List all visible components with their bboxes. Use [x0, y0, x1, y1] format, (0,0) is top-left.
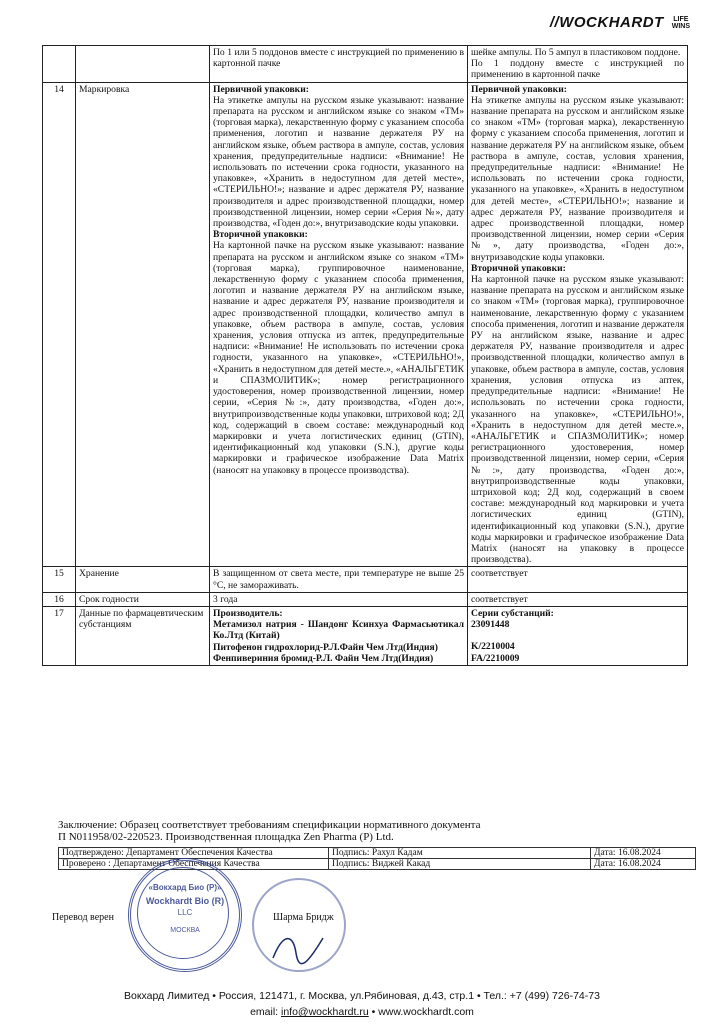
- signature-date: Дата: 16.08.2024: [591, 859, 696, 870]
- signature-name: Подпись: Виджей Какад: [329, 859, 591, 870]
- table-row-storage: [43, 567, 688, 592]
- row-number-cell: 14: [43, 82, 76, 567]
- row-name-cell: [76, 46, 210, 83]
- producer-3: Фенпивериния бромид-Р.Л. Файн Чем Лтд(Индия): [213, 652, 434, 664]
- producers-heading: Производитель:: [213, 607, 283, 619]
- requirement-cell: По 1 или 5 поддонов вместе с инструкцией по применению в картонной пачке: [210, 46, 468, 83]
- footer-email-label: email:: [250, 1006, 281, 1018]
- translation-verified-label: Перевод верен: [52, 912, 114, 923]
- actual-cell: соответствует: [468, 567, 688, 592]
- primary-pack-heading: Первичной упаковки:: [213, 83, 309, 95]
- seal-text-en: Wockhardt Bio (R): [145, 896, 225, 906]
- row-name-cell: Срок годности: [76, 592, 210, 606]
- conclusion-block: [58, 819, 480, 843]
- actual-cell: соответствует: [468, 592, 688, 606]
- series-spacer: [471, 630, 684, 641]
- producer-2: Питофенон гидрохлорид-Р.Л.Файн Чем Лтд(Индия): [213, 641, 438, 653]
- primary-pack-text: На этикетке ампулы на русском языке указывают: название препарата на русском и английском языке со знаком «ТМ» (торговая марка), лекарственную форму с указанием способа применения, логотип и название держателя РУ на английском языке, объем раствора в ампуле, состав, условия хранения, предупредительные надписи: «Внимание! Не использовать по истечении срока годности, указанного на упаковке», «Хранить в недоступном для детей месте», «СТЕРИЛЬНО!»; название и адрес держателя РУ, название производителя и адрес производственной площадки, номер производственной лицензии, номер серии «Серия №», дату производства, «Годен до:», внутризаводские коды упаковки.: [471, 94, 684, 263]
- requirement-cell: В защищенном от света месте, при температуре не выше 25 °С, не замораживать.: [210, 567, 468, 592]
- signature-row-confirmed: [59, 848, 696, 859]
- seal-text-city: МОСКВА: [170, 927, 200, 934]
- row-number-cell: 15: [43, 567, 76, 592]
- row-number-cell: [43, 46, 76, 83]
- company-seal-stamp: [128, 858, 242, 972]
- seal-inner-ring: [137, 867, 229, 959]
- secondary-pack-text: На картонной пачке на русском языке указывают: название препарата на русском и английском языке со знаком «ТМ» (торговая марка), группировочное наименование, лекарственную форму с указанием способа применения, логотип и название держателя РУ на английском языке, название и адрес держателя РУ, название производителя и адрес производственной площадки, количество ампул в упаковке, объем раствора в ампуле, состав, условия хранения, условия отпуска из аптек, предупредительные надписи: «Внимание! Не использовать по истечении срока годности, указанного на упаковке», «СТЕРИЛЬНО!», «Хранить в недоступном для детей месте.», «АНАЛЬГЕТИК и СПАЗМОЛИТИК»; номер регистрационного удостоверения, номер производственной лицензии, номер серии, «Серия №:», дату производства, «Годен до:», внутрипроизводственные коды упаковки, штриховой код; 2Д код, содержащий в своем составе: международный код маркировки и учета логистических единиц (GTIN), идентификационный код упаковки (S.N.), другие коды маркировки и графическое изображение Data Matrix (наносят на упаковку в процессе производства).: [471, 274, 684, 566]
- series-3: FA/2210009: [471, 652, 520, 664]
- primary-pack-heading: Первичной упаковки:: [471, 83, 567, 95]
- signature-name: Подпись: Рахул Кадам: [329, 848, 591, 859]
- actual-cell: [468, 82, 688, 567]
- footer-email-link[interactable]: info@wockhardt.ru: [281, 1006, 369, 1018]
- requirement-cell: [210, 606, 468, 665]
- logo-w-icon: //: [549, 14, 560, 31]
- logo-tagline-bottom: WINS: [671, 22, 690, 30]
- series-heading: Серии субстанций:: [471, 607, 554, 619]
- logo-wordmark: WOCKHARDT: [559, 14, 664, 31]
- footer-address: Вокхард Лимитед • Россия, 121471, г. Москва, ул.Рябиновая, д.43, стр.1 • Тел.: +7 (499) 726-74-73: [124, 990, 600, 1002]
- table-row-shelf-life: [43, 592, 688, 606]
- series-2: K/2210004: [471, 641, 515, 653]
- logo-tagline: [672, 16, 690, 30]
- table-row-labeling: [43, 82, 688, 567]
- secondary-pack-text: На картонной пачке на русском языке указывают: название препарата на русском и английском языке со знаком «ТМ» (торговая марка), группировочное наименование, лекарственную форму с указанием способа применения, логотип и название держателя РУ на английском языке, название и адрес держателя РУ, название производителя и адрес производственной площадки, количество ампул в упаковке, объем раствора в ампуле, состав, условия хранения, условия отпуска из аптек, предупредительные надписи: «Внимание! Не использовать по истечении срока годности, указанного на упаковке», «СТЕРИЛЬНО!», «Хранить в недоступном для детей месте.», «АНАЛЬГЕТИК и СПАЗМОЛИТИК»; номер регистрационного удостоверения, номер производственной лицензии, номер серии, «Серия №:», дату производства, «Годен до:», внутрипроизводственные коды упаковки, штриховой код; 2Д код, содержащий в своем составе: международный код маркировки и учета логистических единиц (GTIN), идентификационный код упаковки (S.N.), другие коды маркировки и графическое изображение Data Matrix (наносят на упаковку в процессе производства).: [213, 240, 464, 476]
- producer-1: [213, 619, 464, 641]
- row-name-cell: Хранение: [76, 567, 210, 592]
- requirement-cell: [210, 82, 468, 567]
- producer-1-substance: Метамизол натрия: [213, 619, 297, 631]
- conclusion-line-1: Заключение: Образец соответствует требованиям спецификации нормативного документа: [58, 819, 481, 831]
- logo-tagline-top: LIFE: [673, 15, 689, 23]
- footer-contacts: [0, 1006, 724, 1018]
- secondary-pack-heading: Вторичной упаковки:: [471, 262, 566, 274]
- company-logo: [550, 14, 690, 31]
- actual-cell: [468, 606, 688, 665]
- table-row-packaging: [43, 46, 688, 83]
- translator-name: Шарма Бридж: [273, 912, 334, 923]
- seal-text-llc: LLC: [177, 908, 193, 917]
- packaging-actual-text-2: По 1 поддону вместе с инструкцией по применению в картонной пачке: [471, 58, 684, 81]
- logo-text: [550, 14, 664, 31]
- row-name-cell: Маркировка: [76, 82, 210, 567]
- secondary-pack-heading: Вторичной упаковки:: [213, 229, 308, 241]
- producer-1-company: - Шандонг Ксинхуа Фармасьютикал Ко.Лтд (Китай): [213, 619, 464, 642]
- row-number-cell: 16: [43, 592, 76, 606]
- signature-role: Проверено : Департамент Обеспечения Качества: [59, 859, 329, 870]
- handwritten-signature-icon: [268, 928, 328, 968]
- footer-website[interactable]: • www.wockhardt.com: [368, 1006, 474, 1018]
- row-number-cell: 17: [43, 606, 76, 665]
- specification-table: [42, 45, 688, 666]
- signature-date: Дата: 16.08.2024: [591, 848, 696, 859]
- signature-role: Подтверждено: Департамент Обеспечения Качества: [59, 848, 329, 859]
- seal-text-ru: «Вокхард Био (Р)»: [148, 883, 222, 892]
- table-row-substances: [43, 606, 688, 665]
- series-1: 23091448: [471, 619, 510, 631]
- row-name-cell: Данные по фармацевтическим субстанциям: [76, 606, 210, 665]
- requirement-cell: 3 года: [210, 592, 468, 606]
- packaging-actual-text-1: шейке ампулы. По 5 ампул в пластиковом поддоне.: [471, 47, 681, 58]
- primary-pack-text: На этикетке ампулы на русском языке указывают: название препарата на русском и английском языке со знаком «ТМ» (торговая марка), лекарственную форму с указанием способа применения, логотип и название держателя РУ на английском языке, объем раствора в ампуле, состав, условия хранения, предупредительные надписи: «Внимание! Не использовать по истечении срока годности, указанного на упаковке», «Хранить в недоступном для детей месте», «СТЕРИЛЬНО!»; название и адрес держателя РУ, название производителя и адрес производственной площадки, номер производственной лицензии, номер серии «Серия №», дату производства, «Годен до:», внутризаводские коды упаковки.: [213, 94, 464, 230]
- conclusion-line-2: П N011958/02-220523. Производственная площадка Zen Pharma (P) Ltd.: [58, 831, 394, 843]
- actual-cell: [468, 46, 688, 83]
